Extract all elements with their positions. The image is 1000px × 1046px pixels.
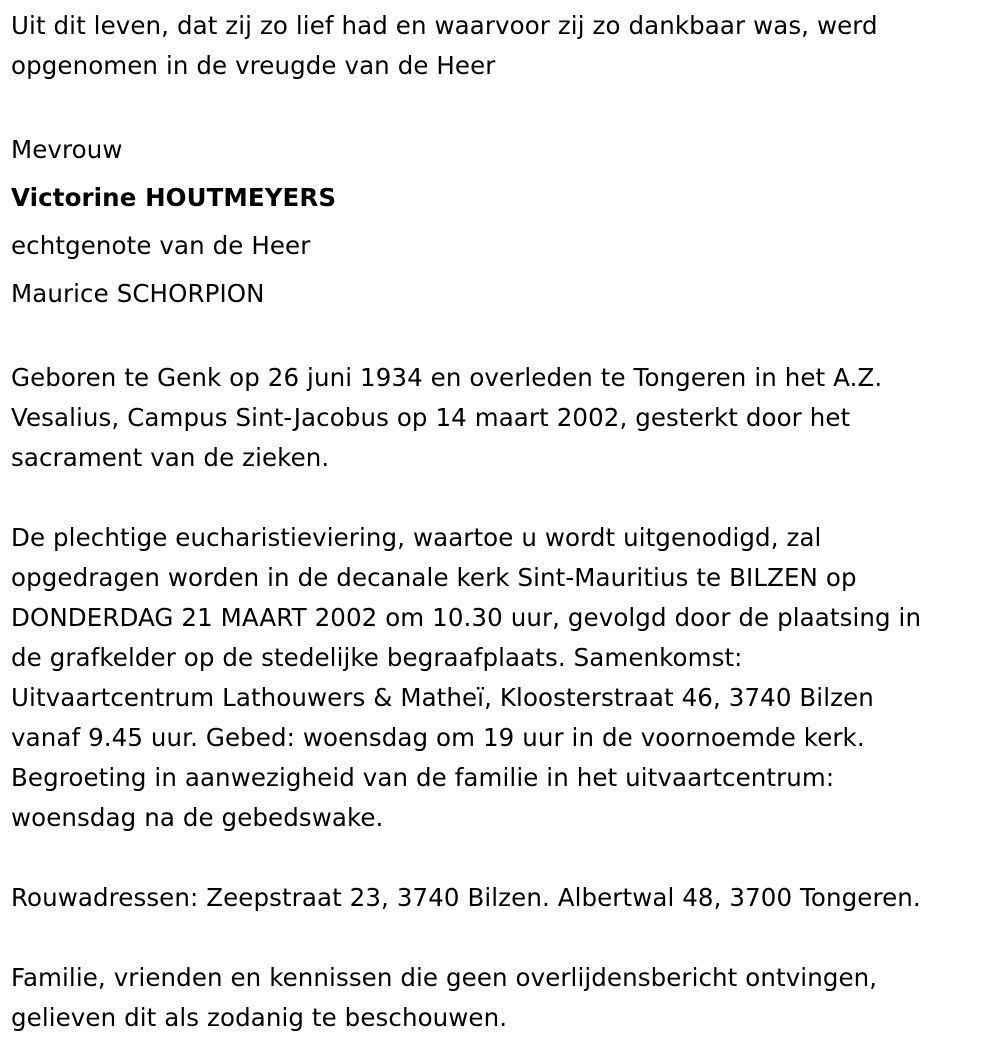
- obituary-document: [11, 6, 996, 1038]
- intro-line: Uit dit leven, dat zij zo lief had en waarvoor zij zo dankbaar was, werd: [11, 11, 878, 40]
- intro-line: opgenomen in de vreugde van de Heer: [11, 51, 496, 80]
- birth-death-line: sacrament van de zieken.: [11, 443, 330, 472]
- intro-paragraph: [11, 6, 996, 86]
- birth-death-paragraph: [11, 358, 996, 478]
- ceremony-paragraph: [11, 518, 996, 838]
- birth-death-line: Geboren te Genk op 26 juni 1934 en overleden te Tongeren in het A.Z.: [11, 363, 883, 392]
- person-block: [11, 126, 996, 318]
- ceremony-line: vanaf 9.45 uur. Gebed: woensdag om 19 uur in de voornoemde kerk.: [11, 723, 865, 752]
- ceremony-line: de grafkelder op de stedelijke begraafplaats. Samenkomst:: [11, 643, 743, 672]
- addresses-line: Rouwadressen: Zeepstraat 23, 3740 Bilzen. Albertwal 48, 3700 Tongeren.: [11, 883, 921, 912]
- relation-text: echtgenote van de Heer: [11, 231, 311, 260]
- ceremony-line: Begroeting in aanwezigheid van de familie in het uitvaartcentrum:: [11, 763, 835, 792]
- closing-paragraph: [11, 958, 996, 1038]
- closing-line: gelieven dit als zodanig te beschouwen.: [11, 1003, 508, 1032]
- ceremony-line: De plechtige eucharistieviering, waartoe u wordt uitgenodigd, zal: [11, 523, 822, 552]
- birth-death-line: Vesalius, Campus Sint-Jacobus op 14 maart 2002, gesterkt door het: [11, 403, 851, 432]
- salutation: Mevrouw: [11, 135, 123, 164]
- ceremony-line: Uitvaartcentrum Lathouwers & Matheï, Kloosterstraat 46, 3740 Bilzen: [11, 683, 874, 712]
- ceremony-line: opgedragen worden in de decanale kerk Sint-Mauritius te BILZEN op: [11, 563, 857, 592]
- addresses-paragraph: [11, 878, 996, 918]
- ceremony-line: woensdag na de gebedswake.: [11, 803, 384, 832]
- deceased-name: Victorine HOUTMEYERS: [11, 183, 337, 212]
- spouse-name: Maurice SCHORPION: [11, 279, 265, 308]
- ceremony-line: DONDERDAG 21 MAART 2002 om 10.30 uur, gevolgd door de plaatsing in: [11, 603, 922, 632]
- closing-line: Familie, vrienden en kennissen die geen overlijdensbericht ontvingen,: [11, 963, 878, 992]
